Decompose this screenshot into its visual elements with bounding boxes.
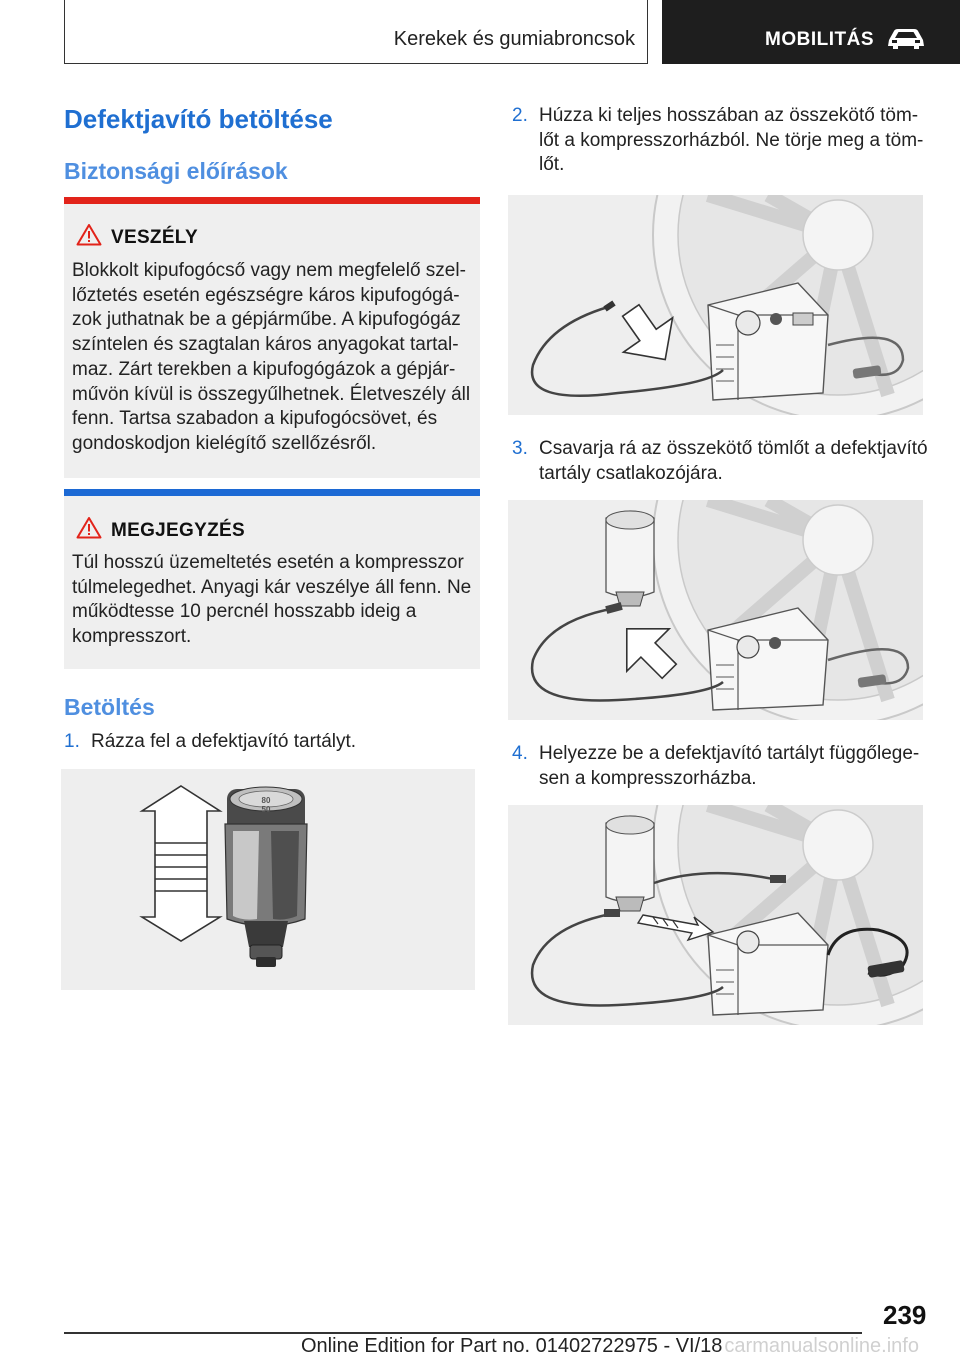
- text-line: kompresszort.: [72, 626, 192, 648]
- step-number: 1.: [64, 731, 80, 752]
- warning-triangle-icon: [76, 223, 102, 246]
- text-line: túlmelegedhet. Anyagi kár veszélye áll fenn. Ne: [72, 576, 472, 598]
- text-line: zok juthatnak be a gépjárműbe. A kipufogógáz: [72, 309, 461, 331]
- warning-triangle-icon: [76, 516, 102, 539]
- insert-bottle-illustration: [508, 805, 923, 1025]
- header-chapter-box: [662, 0, 960, 64]
- step-text: lőt a kompresszorházból. Ne törje meg a töm-: [539, 129, 924, 151]
- step-text: tartály csatlakozójára.: [539, 462, 723, 484]
- notice-bar: [64, 489, 480, 496]
- chapter-title: MOBILITÁS: [765, 29, 874, 50]
- step-text: Csavarja rá az összekötő tömlőt a defektjavító: [539, 438, 928, 459]
- text-line: Túl hosszú üzemeltetés esetén a kompresszor: [72, 552, 464, 573]
- text-line: gondoskodjon kielégítő szellőzésről.: [72, 432, 377, 454]
- step-text: Helyezze be a defektjavító tartályt függőlege-: [539, 743, 920, 764]
- notice-text: [72, 551, 476, 650]
- page-title: Defektjavító betöltése: [64, 104, 333, 134]
- danger-box: [64, 197, 480, 478]
- text-line: fenn. Tartsa szabadon a kipufogócsövet, és: [72, 408, 438, 430]
- page-number: 239: [883, 1300, 927, 1330]
- footer-edition: Online Edition for Part no. 01402722975 - VI/18 carmanualsonline.info: [301, 1335, 919, 1357]
- notice-label: MEGJEGYZÉS: [111, 520, 245, 541]
- connect-hose-illustration: [508, 500, 923, 720]
- step-number: 3.: [512, 438, 528, 459]
- figure-connect-hose: [508, 500, 923, 720]
- notice-box: [64, 489, 480, 669]
- danger-bar: [64, 197, 480, 204]
- safety-heading: Biztonsági előírások: [64, 158, 288, 184]
- text-line: színtelen és szagtalan káros anyagokat tartal-: [72, 334, 459, 356]
- danger-label: VESZÉLY: [111, 227, 198, 248]
- header-section-box: [64, 0, 648, 64]
- step-text: sen a kompresszorházba.: [539, 767, 757, 789]
- text-line: művön kívül is összegyűlhetnek. Életveszély áll: [72, 383, 471, 405]
- step-text: Húzza ki teljes hosszában az összekötő töm-: [539, 105, 919, 126]
- text-line: maz. Zárt terekben a kipufogógázok a gépjár-: [72, 358, 456, 380]
- pull-hose-illustration: [508, 195, 923, 415]
- filling-heading: Betöltés: [64, 694, 155, 720]
- car-icon: [886, 26, 926, 52]
- figure-shake-bottle: [61, 769, 475, 990]
- step-text: Rázza fel a defektjavító tartályt.: [91, 731, 357, 752]
- step-number: 4.: [512, 743, 528, 764]
- step-text: lőt.: [539, 154, 565, 176]
- text-line: Blokkolt kipufogócső vagy nem megfelelő szel-: [72, 260, 466, 281]
- step-number: 2.: [512, 105, 528, 126]
- text-line: működtesse 10 percnél hosszabb ideig a: [72, 601, 417, 623]
- bottle-label: 80 50: [261, 796, 271, 814]
- footer-divider: [64, 1332, 862, 1334]
- danger-text: [72, 259, 476, 457]
- figure-insert-bottle: [508, 805, 923, 1025]
- text-line: lőztetés esetén egészségre káros kipufogógá-: [72, 284, 460, 306]
- figure-pull-hose: [508, 195, 923, 415]
- section-title: Kerekek és gumiabroncsok: [393, 28, 635, 50]
- watermark: carmanualsonline.info: [724, 1335, 919, 1357]
